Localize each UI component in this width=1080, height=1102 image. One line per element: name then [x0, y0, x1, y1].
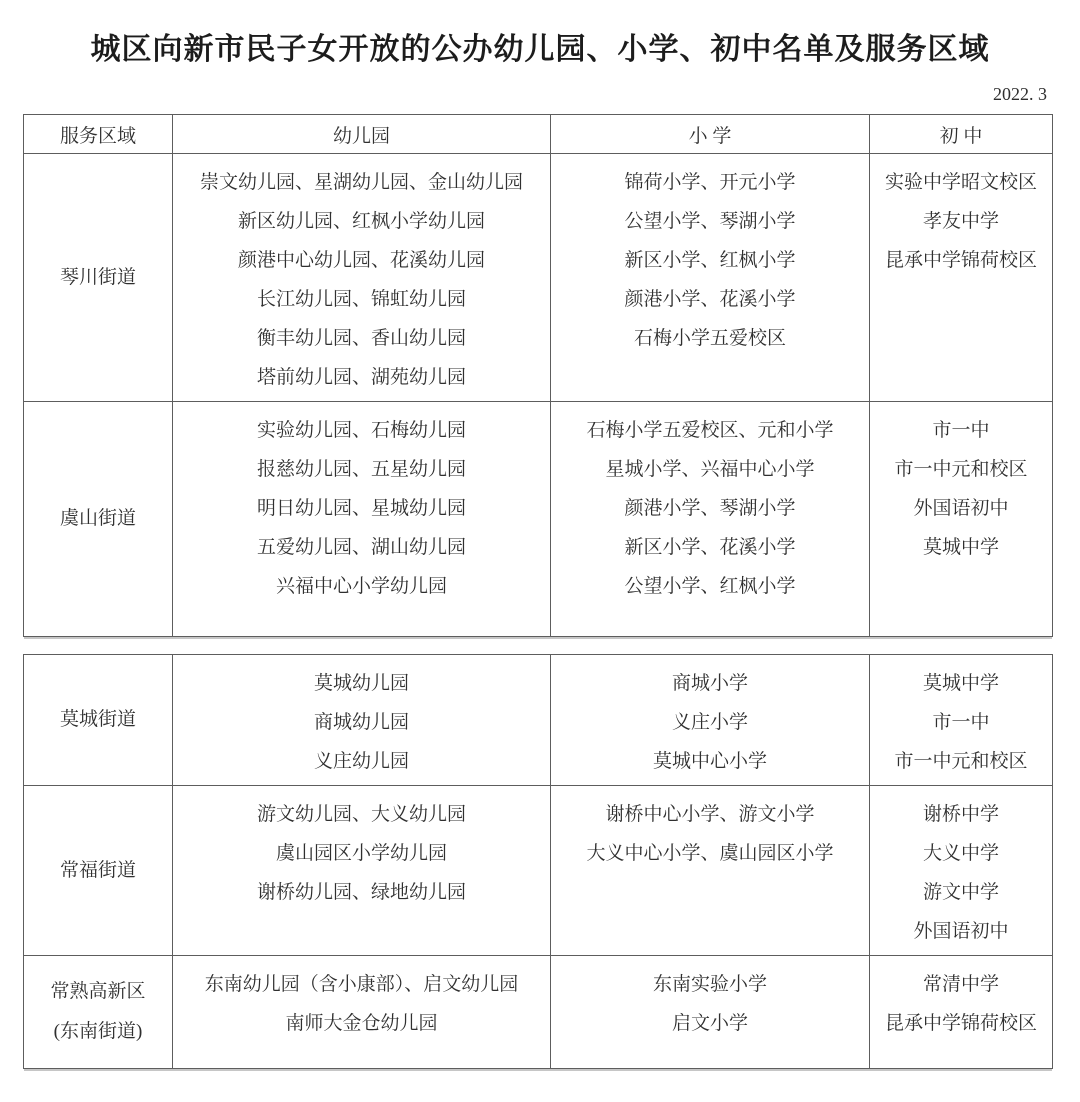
- table-header-row: [24, 115, 1053, 154]
- school-name: 莫城中学: [922, 537, 999, 558]
- middle-school-cell: [870, 956, 1053, 1069]
- school-name: 新区幼儿园、红枫小学幼儿园: [237, 211, 485, 232]
- school-name: 锦荷小学、开元小学: [624, 172, 796, 193]
- area-name: (东南街道): [53, 1021, 143, 1042]
- school-name: 外国语初中: [913, 498, 1009, 519]
- school-name: 实验幼儿园、石梅幼儿园: [256, 420, 466, 441]
- kindergarten-cell: [173, 154, 551, 402]
- school-name: 五爱幼儿园、湖山幼儿园: [256, 537, 466, 558]
- school-name: 市一中元和校区: [894, 459, 1028, 480]
- kindergarten-cell: [173, 655, 551, 786]
- middle-school-cell: [870, 655, 1053, 786]
- table-row-changfu: [24, 786, 1053, 956]
- school-name: 外国语初中: [913, 921, 1009, 942]
- primary-school-cell: [551, 655, 870, 786]
- page-title: 城区向新市民子女开放的公办幼儿园、小学、初中名单及服务区域: [90, 33, 990, 66]
- middle-school-cell: [870, 402, 1053, 637]
- school-name: 东南实验小学: [652, 974, 767, 995]
- school-name: 南师大金仓幼儿园: [285, 1013, 438, 1034]
- school-name: 颜港中心幼儿园、花溪幼儿园: [237, 250, 485, 271]
- area-name: 琴川街道: [59, 266, 136, 288]
- school-name: 谢桥幼儿园、绿地幼儿园: [256, 882, 466, 903]
- school-name: 市一中: [932, 712, 990, 733]
- school-name: 虞山园区小学幼儿园: [275, 843, 447, 864]
- school-name: 实验中学昭文校区: [884, 172, 1037, 193]
- middle-school-cell: [870, 786, 1053, 956]
- school-name: 星城小学、兴福中心小学: [605, 459, 815, 480]
- school-name: 石梅小学五爱校区、元和小学: [586, 420, 834, 441]
- school-name: 义庄小学: [671, 712, 748, 733]
- table-row-mocheng: [24, 655, 1053, 786]
- document-page: [0, 24, 1080, 1069]
- school-name: 大义中学: [922, 843, 999, 864]
- school-name: 莫城幼儿园: [313, 673, 409, 694]
- service-area-cell: [24, 655, 173, 786]
- school-name: 新区小学、红枫小学: [624, 250, 796, 271]
- school-table-section-2: [23, 654, 1053, 1069]
- area-name: 常熟高新区: [50, 981, 146, 1002]
- header-kindergarten: 幼儿园: [173, 115, 551, 154]
- school-name: 启文小学: [671, 1013, 748, 1034]
- school-name: 报慈幼儿园、五星幼儿园: [256, 459, 466, 480]
- school-name: 谢桥中学: [922, 804, 999, 825]
- kindergarten-cell: [173, 956, 551, 1069]
- school-name: 常清中学: [922, 974, 999, 995]
- date-label: 2022. 3: [993, 84, 1047, 104]
- school-name: 大义中心小学、虞山园区小学: [586, 843, 834, 864]
- school-name: 莫城中心小学: [652, 751, 767, 772]
- kindergarten-cell: [173, 786, 551, 956]
- school-name: 崇文幼儿园、星湖幼儿园、金山幼儿园: [199, 172, 523, 193]
- primary-school-cell: [551, 154, 870, 402]
- table-row-gaoxinqu: [24, 956, 1053, 1069]
- school-name: 莫城中学: [922, 673, 999, 694]
- service-area-cell: [24, 402, 173, 637]
- table-row-yushan: [24, 402, 1053, 637]
- middle-school-cell: [870, 154, 1053, 402]
- school-name: 兴福中心小学幼儿园: [275, 576, 447, 597]
- school-name: 衡丰幼儿园、香山幼儿园: [256, 328, 466, 349]
- service-area-cell: [24, 786, 173, 956]
- school-name: 商城小学: [671, 673, 748, 694]
- school-name: 昆承中学锦荷校区: [884, 250, 1037, 271]
- service-area-cell: [24, 956, 173, 1069]
- table-row-qinchuan: [24, 154, 1053, 402]
- school-name: 新区小学、花溪小学: [624, 537, 796, 558]
- school-name: 游文幼儿园、大义幼儿园: [256, 804, 466, 825]
- school-name: 义庄幼儿园: [313, 751, 409, 772]
- school-table-section-1: [23, 114, 1053, 637]
- area-name: 虞山街道: [59, 508, 136, 529]
- school-name: 谢桥中心小学、游文小学: [605, 804, 815, 825]
- primary-school-cell: [551, 786, 870, 956]
- header-service-area: 服务区域: [24, 115, 173, 154]
- school-name: 市一中元和校区: [894, 751, 1028, 772]
- service-area-cell: [24, 154, 173, 402]
- school-name: 颜港小学、花溪小学: [624, 289, 796, 310]
- school-name: 石梅小学五爱校区: [633, 328, 786, 349]
- header-primary-school: 小 学: [551, 115, 870, 154]
- area-name: 常福街道: [59, 859, 136, 881]
- school-name: 商城幼儿园: [313, 712, 409, 733]
- primary-school-cell: [551, 956, 870, 1069]
- school-name: 游文中学: [922, 882, 999, 903]
- school-name: 明日幼儿园、星城幼儿园: [256, 498, 466, 519]
- school-name: 东南幼儿园（含小康部）、启文幼儿园: [204, 974, 519, 995]
- school-name: 长江幼儿园、锦虹幼儿园: [256, 289, 466, 310]
- school-name: 塔前幼儿园、湖苑幼儿园: [256, 367, 466, 388]
- kindergarten-cell: [173, 402, 551, 637]
- area-name: 莫城街道: [59, 709, 136, 730]
- school-name: 昆承中学锦荷校区: [884, 1013, 1037, 1034]
- header-middle-school: 初 中: [870, 115, 1053, 154]
- school-name: 孝友中学: [922, 211, 999, 232]
- primary-school-cell: [551, 402, 870, 637]
- school-name: 市一中: [932, 420, 990, 441]
- school-name: 公望小学、琴湖小学: [624, 211, 796, 232]
- school-name: 颜港小学、琴湖小学: [624, 498, 796, 519]
- school-name: 公望小学、红枫小学: [624, 576, 796, 597]
